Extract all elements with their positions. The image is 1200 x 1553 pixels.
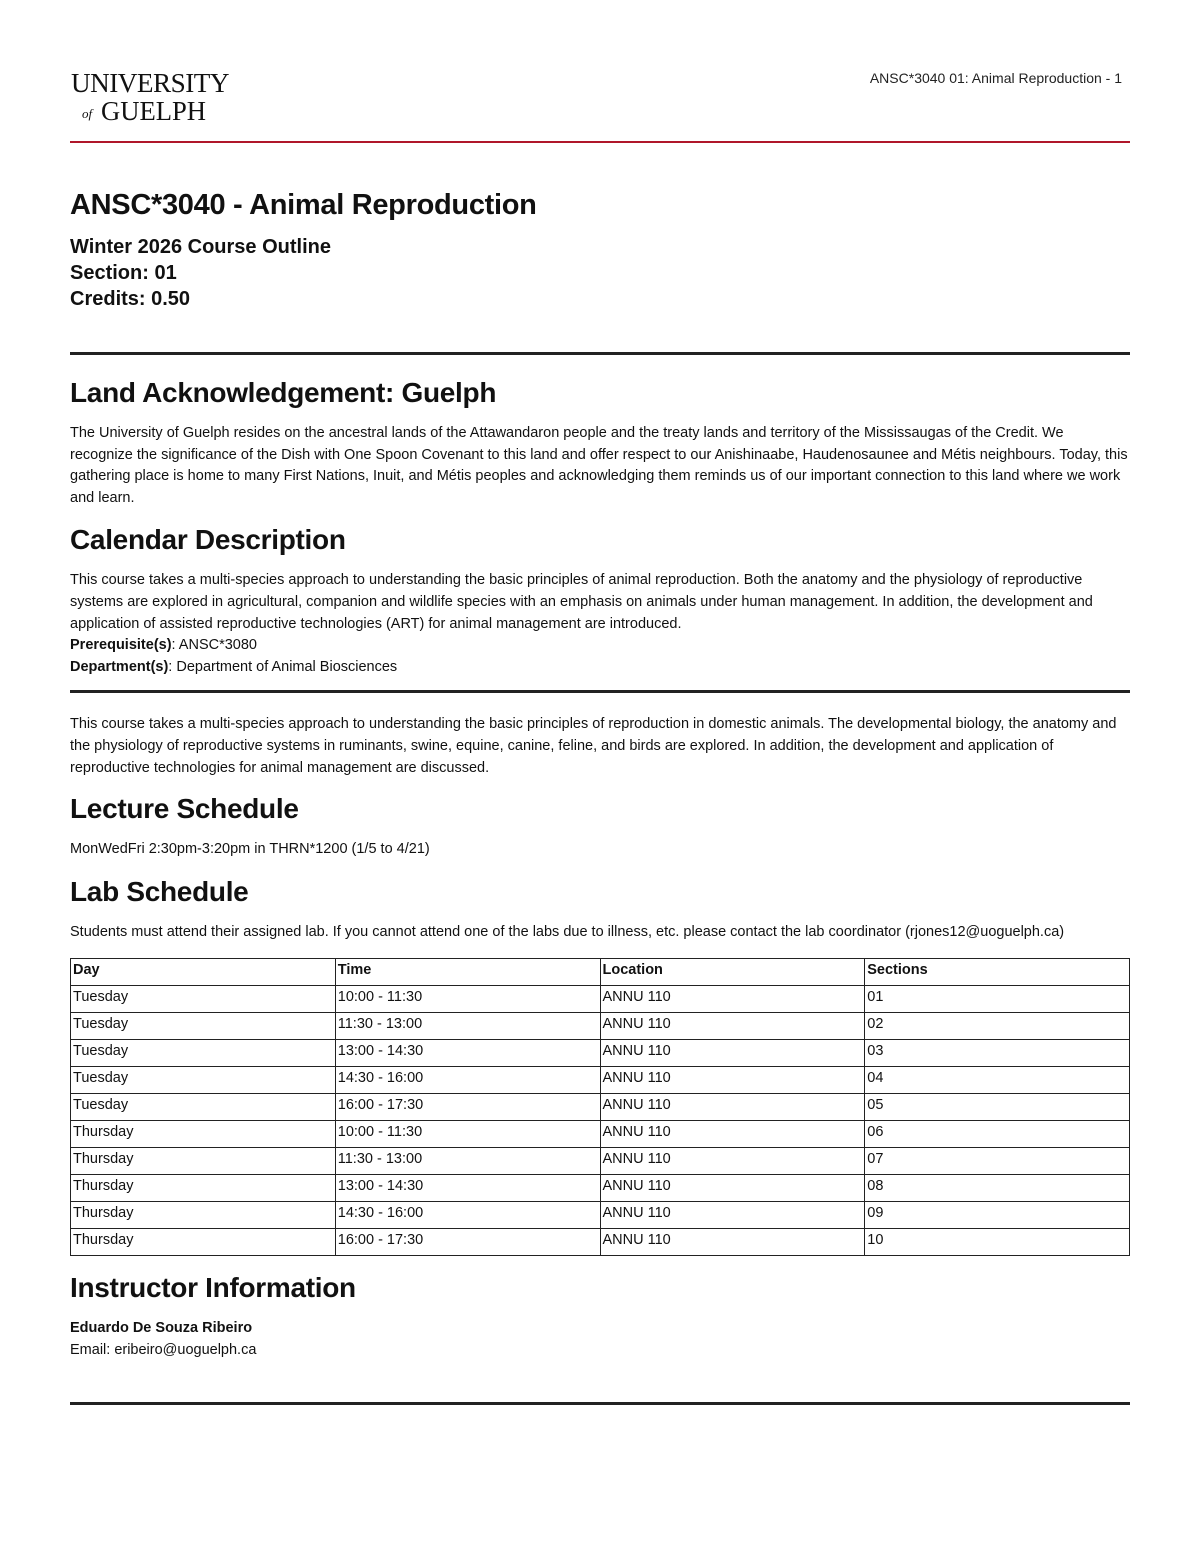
svg-text:of: of (82, 106, 93, 121)
land-acknowledgement-text: The University of Guelph resides on the ancestral lands of the Attawandaron people and the treaty lands and territory of the Mississaugas of the Credit. We recognize the significance of the Dish with One Spoon Covenant to this land and offer respect to our Anishinaabe, Haudenosaunee and Métis neighbours. Today, this gathering place is home to many First Nations, Inuit, and Métis peoples and acknowledging them reminds us of our important connection to this land where we work and learn. (70, 425, 1128, 506)
cell-location: ANNU 110 (600, 1148, 865, 1175)
cell-section: 09 (865, 1202, 1130, 1229)
cell-day: Tuesday (71, 1013, 336, 1040)
section-label: Section: 01 (70, 262, 177, 284)
course-description-text: This course takes a multi-species approach to understanding the basic principles of reproduction in domestic animals. The developmental biology, the anatomy and the physiology of reproductive systems in ruminants, swine, equine, canine, feline, and birds are explored. In addition, the development and application of reproductive technologies for animal management are discussed. (70, 716, 1117, 776)
cell-day: Thursday (71, 1229, 336, 1256)
prerequisites-label: Prerequisite(s) (70, 637, 172, 654)
cell-time: 11:30 - 13:00 (335, 1148, 600, 1175)
lab-schedule-heading: Lab Schedule (70, 875, 249, 907)
instructor-email: Email: eribeiro@uoguelph.ca (70, 1341, 257, 1358)
cell-day: Thursday (71, 1175, 336, 1202)
table-row (71, 1229, 1130, 1256)
cell-location: ANNU 110 (600, 1202, 865, 1229)
calendar-description-heading: Calendar Description (70, 524, 346, 556)
table-row (71, 1094, 1130, 1121)
lecture-schedule-heading: Lecture Schedule (70, 793, 299, 825)
section-divider (70, 1402, 1130, 1405)
table-row (71, 1175, 1130, 1202)
cell-day: Tuesday (71, 1067, 336, 1094)
cell-location: ANNU 110 (600, 1040, 865, 1067)
table-row (71, 986, 1130, 1013)
instructor-information-heading: Instructor Information (70, 1272, 356, 1304)
cell-section: 08 (865, 1175, 1130, 1202)
column-header-time: Time (335, 959, 600, 986)
cell-section: 02 (865, 1013, 1130, 1040)
table-row (71, 1067, 1130, 1094)
cell-section: 06 (865, 1121, 1130, 1148)
cell-location: ANNU 110 (600, 1067, 865, 1094)
cell-time: 13:00 - 14:30 (335, 1040, 600, 1067)
cell-section: 10 (865, 1229, 1130, 1256)
svg-text:UNIVERSITY: UNIVERSITY (71, 68, 229, 98)
cell-location: ANNU 110 (600, 986, 865, 1013)
cell-day: Tuesday (71, 1094, 336, 1121)
table-row (71, 1202, 1130, 1229)
prerequisites-line (70, 635, 1130, 657)
cell-day: Thursday (71, 1121, 336, 1148)
calendar-description-text: This course takes a multi-species approach to understanding the basic principles of animal reproduction. Both the anatomy and the physiology of reproductive systems are explored in agricultural, companion and wildlife species with an emphasis on animals under human management. In addition, the development and application of assisted reproductive technologies (ART) for animal management are introduced. (70, 572, 1093, 632)
cell-time: 10:00 - 11:30 (335, 1121, 600, 1148)
cell-time: 10:00 - 11:30 (335, 986, 600, 1013)
cell-section: 01 (865, 986, 1130, 1013)
column-header-sections: Sections (865, 959, 1130, 986)
header-divider (70, 141, 1130, 143)
cell-time: 14:30 - 16:00 (335, 1202, 600, 1229)
cell-location: ANNU 110 (600, 1121, 865, 1148)
cell-location: ANNU 110 (600, 1175, 865, 1202)
lecture-schedule-text: MonWedFri 2:30pm-3:20pm in THRN*1200 (1/5 to 4/21) (70, 841, 430, 858)
cell-location: ANNU 110 (600, 1094, 865, 1121)
cell-day: Tuesday (71, 986, 336, 1013)
column-header-day: Day (71, 959, 336, 986)
section-divider (70, 352, 1130, 355)
cell-location: ANNU 110 (600, 1013, 865, 1040)
cell-section: 05 (865, 1094, 1130, 1121)
table-row (71, 1121, 1130, 1148)
cell-time: 11:30 - 13:00 (335, 1013, 600, 1040)
credits-label: Credits: 0.50 (70, 288, 191, 310)
land-acknowledgement-heading: Land Acknowledgement: Guelph (70, 377, 497, 408)
table-row (71, 1148, 1130, 1175)
section-divider (70, 690, 1130, 693)
prerequisites-value: : ANSC*3080 (171, 637, 257, 654)
lab-schedule-table (70, 958, 1130, 1256)
departments-value: : Department of Animal Biosciences (168, 658, 398, 675)
cell-day: Tuesday (71, 1040, 336, 1067)
cell-time: 16:00 - 17:30 (335, 1094, 600, 1121)
cell-section: 07 (865, 1148, 1130, 1175)
cell-time: 16:00 - 17:30 (335, 1229, 600, 1256)
course-outline (70, 186, 1130, 1405)
cell-time: 14:30 - 16:00 (335, 1067, 600, 1094)
departments-line (70, 657, 1130, 679)
cell-day: Thursday (71, 1148, 336, 1175)
table-row (71, 1040, 1130, 1067)
svg-text:GUELPH: GUELPH (101, 96, 206, 124)
cell-section: 03 (865, 1040, 1130, 1067)
page-title: ANSC*3040 - Animal Reproduction (70, 189, 537, 221)
running-header: ANSC*3040 01: Animal Reproduction - 1 (869, 70, 1122, 86)
cell-time: 13:00 - 14:30 (335, 1175, 600, 1202)
instructor-name: Eduardo De Souza Ribeiro (70, 1320, 253, 1337)
university-logo (70, 68, 232, 124)
term-label: Winter 2026 Course Outline (70, 236, 331, 258)
departments-label: Department(s) (70, 658, 169, 675)
column-header-location: Location (600, 959, 865, 986)
cell-location: ANNU 110 (600, 1229, 865, 1256)
cell-section: 04 (865, 1067, 1130, 1094)
table-header-row (71, 959, 1130, 986)
table-row (71, 1013, 1130, 1040)
lab-schedule-text: Students must attend their assigned lab. If you cannot attend one of the labs due to illness, etc. please contact the lab coordinator (rjones12@uoguelph.ca) (70, 923, 1065, 940)
cell-day: Thursday (71, 1202, 336, 1229)
